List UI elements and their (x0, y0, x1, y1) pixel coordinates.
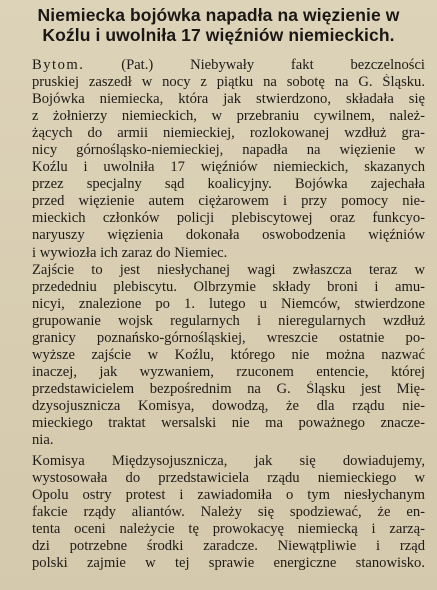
text-line: grupowanie wojsk regularnych i nieregularnych wzdłuż (32, 312, 425, 329)
article-body (12, 57, 425, 572)
text-line: wystosowała do przedstawiciela rządu niemieckiego w (32, 470, 425, 487)
text-line: nia. (32, 432, 54, 449)
text-line: dzysojusznicza Komisya, dowodzą, że dla rządu nie- (32, 397, 425, 414)
paragraph-1 (12, 57, 425, 262)
text-line: inaczej, jak wyzwaniem, rzuconem entencie, której (32, 363, 425, 380)
text-line: mieckich członków policji plebiscytowej oraz funkcyo- (32, 210, 425, 227)
text-line: żących do armii niemieckiej, rozlokowanej wzdłuż gra- (32, 125, 425, 142)
text-line: Bojówka niemiecka, która jak stwierdzono, składała się (32, 91, 425, 108)
text-line: nicy górnośląsko-niemieckiej, napadła na więzienie w (32, 142, 425, 159)
text-line: nicyi, znalezione po 1. lutego u Niemców, stwierdzone (32, 295, 425, 312)
text-line: pruskiej zaszedł w nocy z piątku na sobotę na G. Śląsku. (32, 74, 425, 91)
text-line: Opolu ostry protest i zawiadomiła o tym niesłychanym (32, 487, 425, 504)
text-line: Zajście to jest niesłychanej wagi zwłaszcza teraz w (32, 261, 425, 278)
headline-line: Koźlu i uwolniła 17 więźniów niemieckich. (42, 25, 395, 45)
text-line: przez specjalny sąd koalicyjny. Bojówka zajechała (32, 176, 425, 193)
text-line: tenta oceni należycie tę prowokacyę niemiecką i zarzą- (32, 521, 425, 538)
text-line (12, 57, 425, 74)
text-line: wyższe zajście w Koźlu, którego nie można nazwać (32, 346, 425, 363)
text-line: przededniu plebiscytu. Olbrzymie składy broni i amu- (32, 278, 425, 295)
text-line: naryuszy więzienia dokonała oswobodzenia więźniów (32, 227, 425, 244)
paragraph-2 (12, 262, 425, 450)
text-line: z żołnierzy niemieckich, w przebraniu cywilnem, należ- (32, 108, 425, 125)
text-segment: Niebywały fakt bezczelności (190, 57, 425, 73)
headline-line: Niemiecka bojówka napadła na więzienie w (37, 5, 400, 25)
text-line: przed więzienie autem ciężarowem i przy pomocy nie- (32, 193, 425, 210)
dateline-city: Bytom. (32, 57, 85, 73)
dateline-source: (Pat.) (121, 57, 154, 73)
paragraph-3 (12, 453, 425, 572)
text-line: przedstawicielem bezpośrednim na G. Śląsku jest Mię- (32, 380, 425, 397)
text-line: dzi potrzebne środki zaradcze. Niewątpliwie i rząd (32, 538, 425, 555)
text-line: polski zajmie w tej sprawie energiczne stanowisko. (32, 555, 425, 572)
text-line: i wywiozła ich zaraz do Niemiec. (32, 244, 228, 261)
text-line: granicy poznańsko-górnośląskiej, wreszcie ostatnie po- (32, 329, 425, 346)
text-line: mieckiego traktat wersalski nie ma poważnego znacze- (32, 414, 425, 431)
text-line: Komisya Międzysojusznicza, jak się dowiadujemy, (32, 453, 425, 470)
text-line: Koźlu i uwolniła 17 więźniów niemieckich, skazanych (32, 159, 425, 176)
headline (12, 5, 425, 45)
text-line: fakcie rządy aliantów. Należy się spodziewać, że en- (32, 504, 425, 521)
